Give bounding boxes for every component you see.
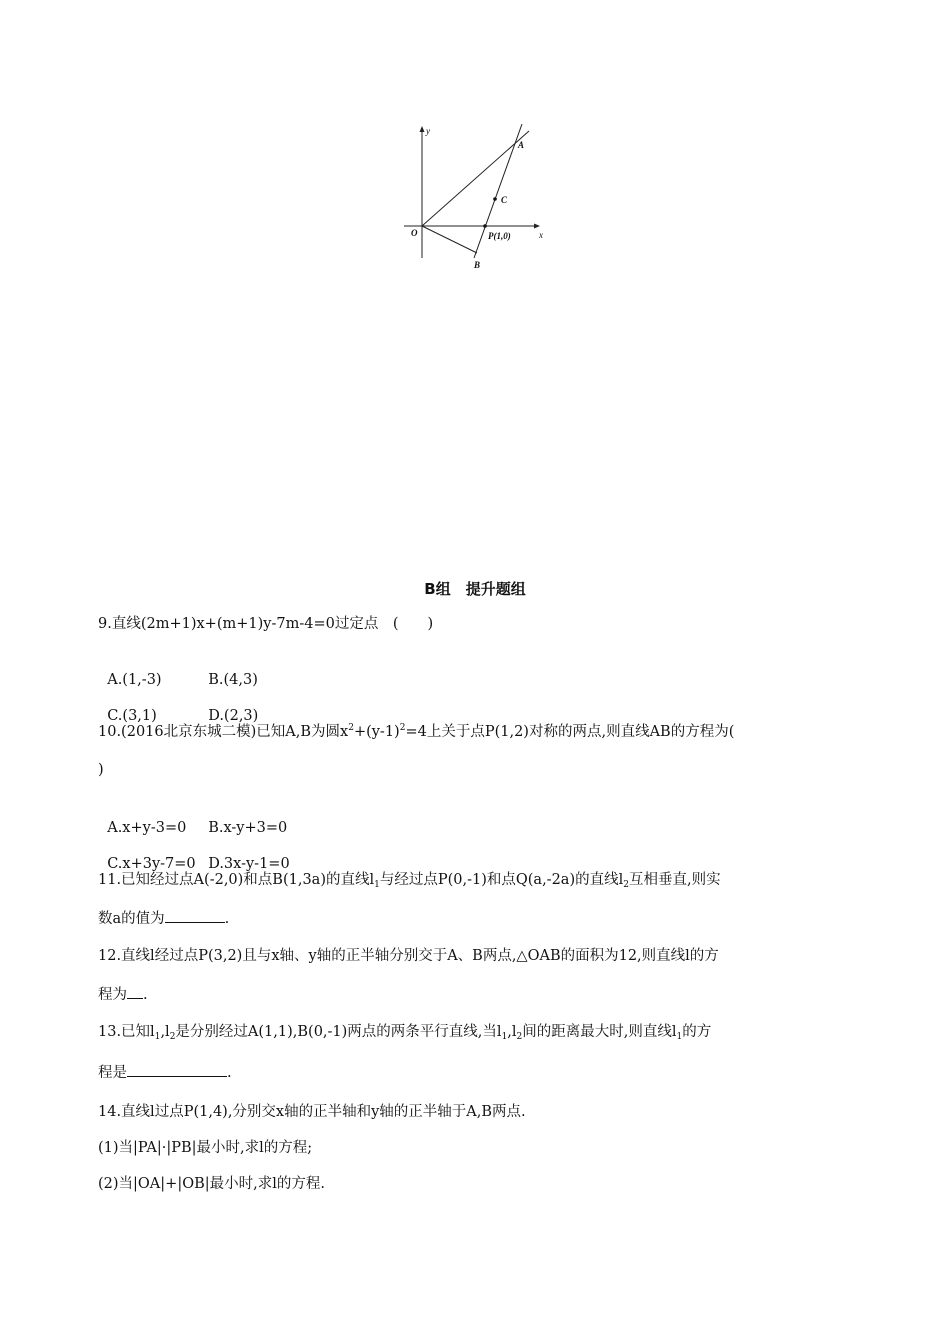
q9-option-a: A.(1,-3) — [107, 672, 162, 688]
q9-option-d: D.(2,3) — [208, 708, 259, 724]
q13-sub4: 2 — [516, 1032, 523, 1042]
q12-answer-blank[interactable] — [127, 984, 143, 999]
coordinate-figure — [398, 118, 550, 274]
q13-line2 — [98, 1062, 232, 1083]
q13-part1: 13.已知l — [98, 1024, 155, 1040]
axis-y-label: y — [426, 126, 430, 136]
origin-label: O — [411, 228, 418, 238]
q13-part3: 是分别经过A(1,1),B(0,-1)两点的两条平行直线,当l — [175, 1024, 502, 1040]
q13-line1 — [98, 1022, 711, 1042]
q9-options-row2 — [98, 686, 258, 726]
q13-sub3: 1 — [501, 1032, 508, 1042]
q11-line1 — [98, 870, 721, 890]
q10-sup2: 2 — [399, 723, 406, 733]
x-axis-arrow — [534, 224, 540, 229]
q10-sup1: 2 — [348, 723, 354, 733]
q10-options-row2 — [98, 834, 290, 874]
q9-option-b: B.(4,3) — [208, 672, 258, 688]
q12-line2-text: 程为 — [98, 987, 127, 1003]
q13-part6: 的方 — [682, 1024, 712, 1040]
q10-option-b: B.x-y+3=0 — [208, 820, 288, 836]
q10-stem-part1: 10.(2016北京东城二模)已知A,B为圆x — [98, 724, 349, 740]
point-p-dot — [483, 224, 487, 228]
q11-sub1: 1 — [374, 880, 380, 890]
q10-option-a: A.x+y-3=0 — [107, 820, 187, 836]
point-c-dot — [493, 197, 497, 201]
point-a-label: A — [518, 140, 525, 150]
q13-answer-blank[interactable] — [127, 1062, 227, 1077]
q13-part5: 间的距离最大时,则直线l — [522, 1024, 677, 1040]
q11-line2-text: 数a的值为 — [98, 911, 165, 927]
point-b-label: B — [474, 260, 481, 270]
q9-options-row1 — [98, 650, 258, 690]
y-axis-arrow — [420, 126, 425, 132]
q13-line2-text: 程是 — [98, 1065, 127, 1081]
q12-line2 — [98, 984, 148, 1005]
figure-svg — [398, 118, 550, 274]
q9-stem: 9.直线(2m+1)x+(m+1)y-7m-4=0过定点 ( ) — [98, 616, 434, 632]
point-p-label: P(1,0) — [488, 231, 511, 241]
q13-part4: ,l — [507, 1024, 517, 1040]
q13-sub1: 1 — [154, 1032, 161, 1042]
q11-part1: 11.已知经过点A(-2,0)和点B(1,3a)的直线l — [98, 872, 375, 888]
q14-part1: (1)当|PA|·|PB|最小时,求l的方程; — [98, 1140, 313, 1156]
q14-part2: (2)当|OA|+|OB|最小时,求l的方程. — [98, 1176, 325, 1192]
q10-stem-part3: =4上关于点P(1,2)对称的两点,则直线AB的方程为( — [405, 724, 735, 740]
q13-sub2: 2 — [169, 1032, 176, 1042]
q11-sub2: 2 — [623, 880, 629, 890]
q12-line1: 12.直线l经过点P(3,2)且与x轴、y轴的正半轴分别交于A、B两点,△OAB的面积为12,则直线l的方 — [98, 948, 719, 964]
line-ob — [422, 226, 477, 253]
section-title: B组 提升题组 — [424, 580, 526, 598]
line-oa — [422, 131, 529, 226]
q11-end: . — [224, 911, 230, 927]
q10-stem — [98, 722, 734, 742]
q10-option-c: C.x+3y-7=0 — [107, 856, 196, 872]
q11-part2: 与经过点P(0,-1)和点Q(a,-2a)的直线l — [379, 872, 624, 888]
q10-stem-part2: +(y-1) — [353, 724, 400, 740]
q10-stem-line2: ) — [98, 762, 104, 778]
q13-part2: ,l — [160, 1024, 170, 1040]
q13-sub5: 1 — [676, 1032, 683, 1042]
q11-line2 — [98, 908, 229, 929]
q12-end: . — [143, 987, 148, 1003]
q10-option-d: D.3x-y-1=0 — [208, 856, 290, 872]
q10-options-row1 — [98, 798, 287, 838]
point-c-label: C — [501, 195, 508, 205]
q11-answer-blank[interactable] — [165, 908, 225, 923]
q13-end: . — [227, 1065, 232, 1081]
q9-option-c: C.(3,1) — [107, 708, 157, 724]
axis-x-label: x — [539, 230, 543, 240]
q14-stem: 14.直线l过点P(1,4),分别交x轴的正半轴和y轴的正半轴于A,B两点. — [98, 1104, 526, 1120]
q11-part3: 互相垂直,则实 — [629, 872, 721, 888]
